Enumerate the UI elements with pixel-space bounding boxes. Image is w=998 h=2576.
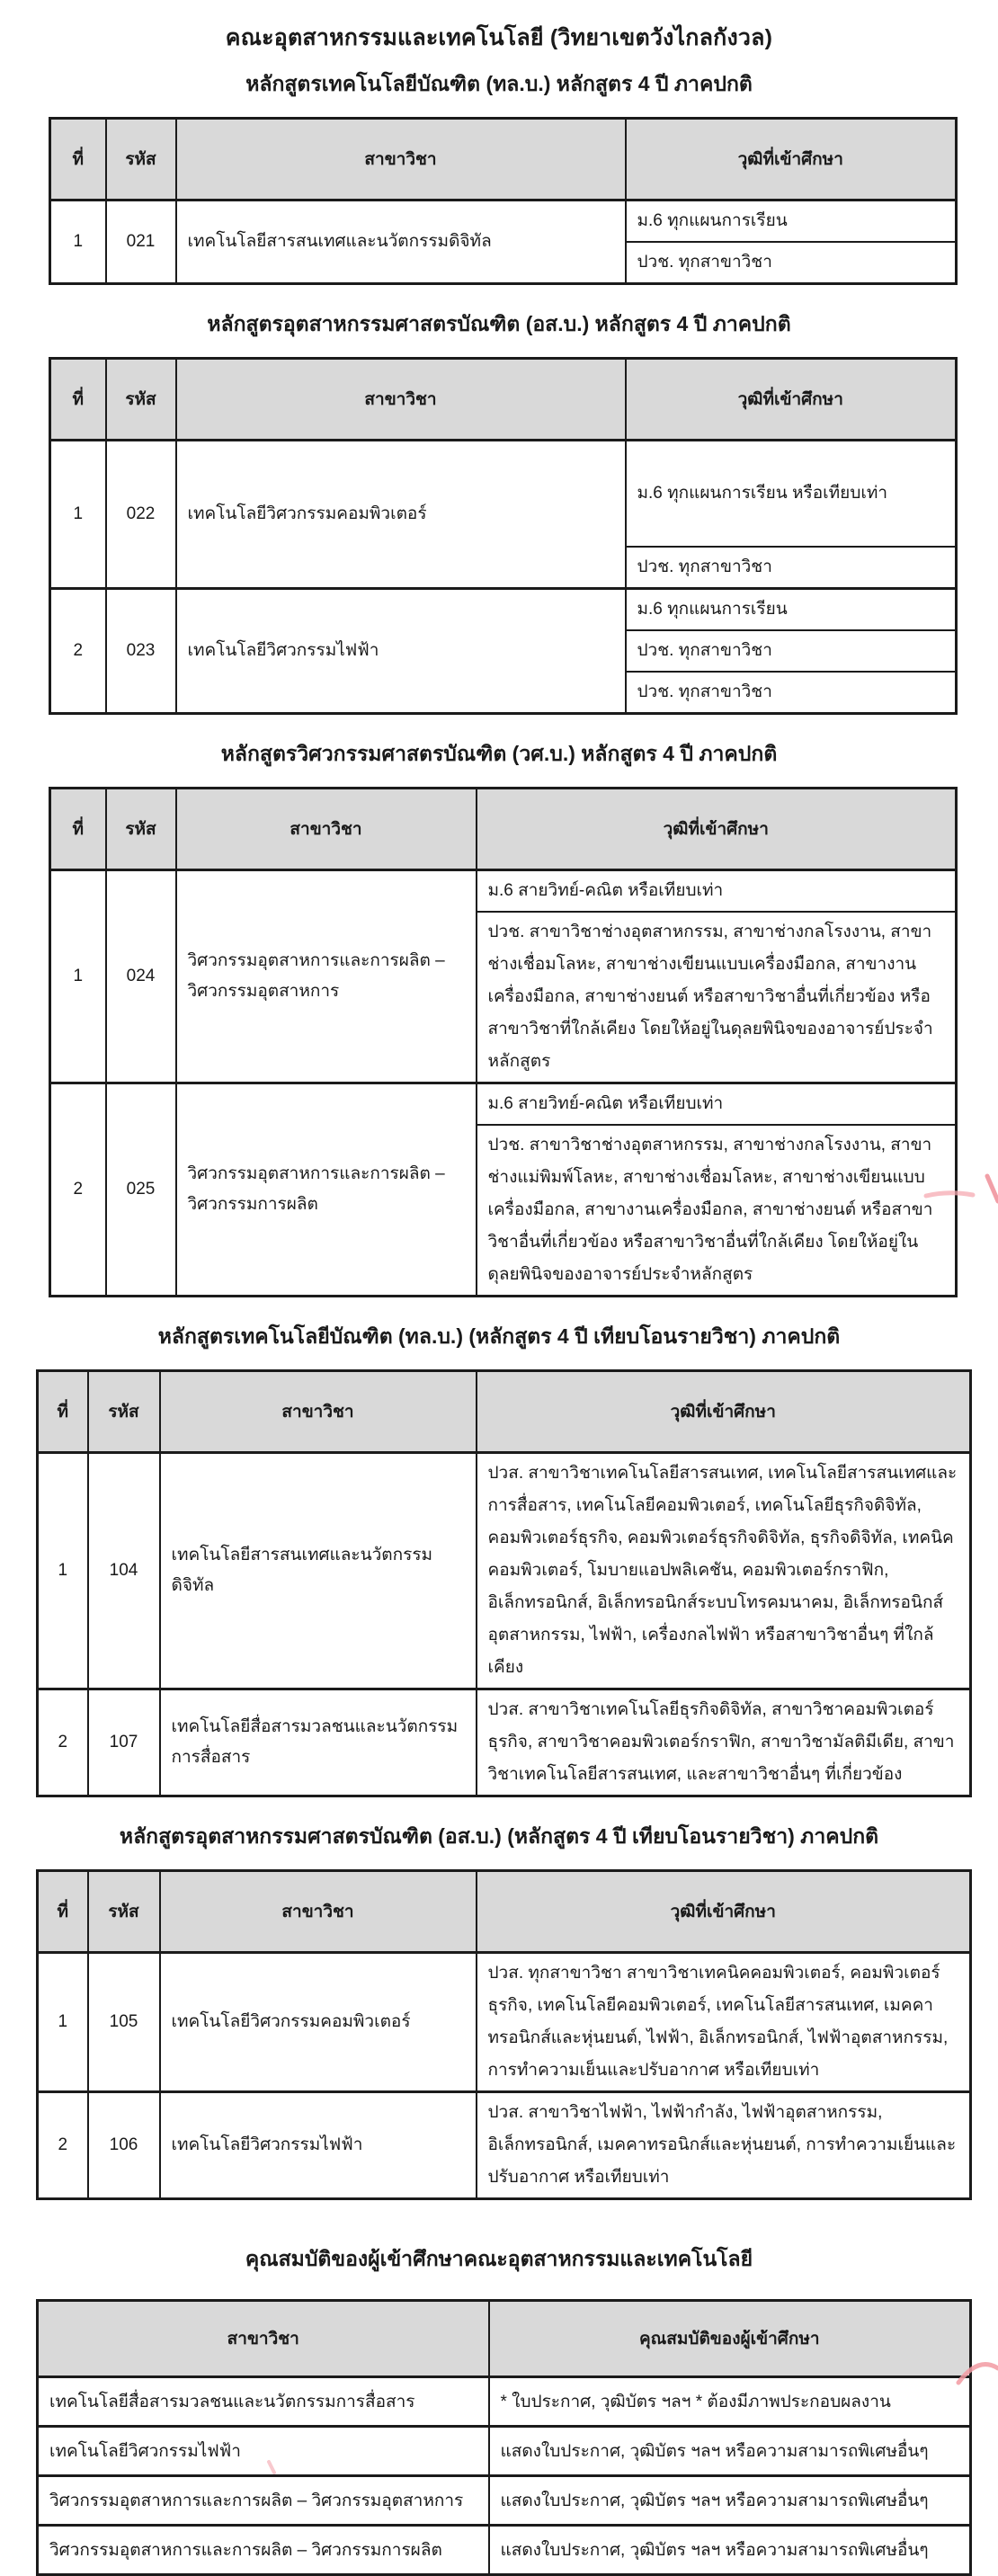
section-title-2: หลักสูตรอุตสาหกรรมศาสตรบัณฑิต (อส.บ.) หลักสูตร 4 ปี ภาคปกติ bbox=[207, 312, 791, 335]
col-qualification: วุฒิที่เข้าศึกษา bbox=[477, 1371, 971, 1453]
cell-applicant-quality: แสดงใบประกาศ, วุฒิบัตร ฯลฯ หรือความสามารถพิเศษอื่นๆ bbox=[489, 2427, 971, 2476]
table-row bbox=[38, 2526, 971, 2575]
col-code: รหัส bbox=[106, 119, 176, 201]
cell-major: วิศวกรรมอุตสาหการและการผลิต – วิศวกรรมอุตสาหการ bbox=[38, 2476, 489, 2526]
cell-qualification: ม.6 ทุกแผนการเรียน bbox=[626, 589, 957, 631]
col-code: รหัส bbox=[88, 1871, 160, 1953]
cell-qualification: ปวช. สาขาวิชาช่างอุตสาหกรรม, สาขาช่างกลโรงงาน, สาขาช่างแม่พิมพ์โลหะ, สาขาช่างเชื่อมโลหะ, สาขาช่างเขียนแบบเครื่องมือกล, สาขางานเครื่องมือกล, สาขาช่างยนต์ หรือสาขาวิชาอื่นที่เกี่ยวข้อง หรือสาขาวิชาอื่นที่ใกล้เคียง โดยให้อยู่ในดุลยพินิจของอาจารย์ประจำหลักสูตร bbox=[477, 1125, 957, 1297]
admission-table-2 bbox=[49, 357, 958, 715]
cell-major: เทคโนโลยีวิศวกรรมคอมพิวเตอร์ bbox=[160, 1953, 477, 2092]
table-row bbox=[38, 2427, 971, 2476]
section-title-6: คุณสมบัติของผู้เข้าศึกษาคณะอุตสาหกรรมและเทคโนโลยี bbox=[245, 2247, 753, 2270]
cell-major: เทคโนโลยีสารสนเทศและนวัตกรรมดิจิทัล bbox=[160, 1453, 477, 1689]
table-header-row bbox=[38, 2301, 971, 2377]
table-row bbox=[50, 870, 957, 913]
section-title-5: หลักสูตรอุตสาหกรรมศาสตรบัณฑิต (อส.บ.) (หลักสูตร 4 ปี เทียบโอนรายวิชา) ภาคปกติ bbox=[119, 1824, 879, 1848]
applicant-qualities-table bbox=[36, 2299, 972, 2576]
cell-qualification: ปวช. ทุกสาขาวิชา bbox=[626, 630, 957, 672]
col-major: สาขาวิชา bbox=[160, 1871, 477, 1953]
section-title-1: หลักสูตรเทคโนโลยีบัณฑิต (ทล.บ.) หลักสูตร 4 ปี ภาคปกติ bbox=[245, 72, 753, 95]
cell-qualification: ม.6 ทุกแผนการเรียน bbox=[626, 201, 957, 243]
table-header-row bbox=[38, 1871, 971, 1953]
cell-major: เทคโนโลยีสื่อสารมวลชนและนวัตกรรมการสื่อสาร bbox=[160, 1689, 477, 1796]
cell-code: 105 bbox=[88, 1953, 160, 2092]
cell-major: เทคโนโลยีวิศวกรรมไฟฟ้า bbox=[176, 589, 626, 714]
col-code: รหัส bbox=[88, 1371, 160, 1453]
cell-qualification: ปวส. สาขาวิชาเทคโนโลยีธุรกิจดิจิทัล, สาขาวิชาคอมพิวเตอร์ธุรกิจ, สาขาวิชาคอมพิวเตอร์กราฟิก, สาขาวิชามัลติมีเดีย, สาขาวิชาเทคโนโลยีสารสนเทศ, และสาขาวิชาอื่นๆ ที่เกี่ยวข้อง bbox=[477, 1689, 971, 1796]
cell-major: วิศวกรรมอุตสาหการและการผลิต – วิศวกรรมอุตสาหการ bbox=[176, 870, 477, 1083]
table-row bbox=[50, 589, 957, 631]
cell-qualification: ม.6 ทุกแผนการเรียน หรือเทียบเท่า bbox=[626, 441, 957, 548]
admission-table-4 bbox=[36, 1369, 972, 1797]
table-row bbox=[38, 1689, 971, 1796]
table-row bbox=[38, 2092, 971, 2199]
col-code: รหัส bbox=[106, 789, 176, 870]
table-header-row bbox=[50, 789, 957, 870]
cell-qualification: ม.6 สายวิทย์-คณิต หรือเทียบเท่า bbox=[477, 1083, 957, 1126]
table-header-row bbox=[50, 119, 957, 201]
col-no: ที่ bbox=[38, 1871, 88, 1953]
table-header-row bbox=[38, 1371, 971, 1453]
cell-no: 1 bbox=[38, 1953, 88, 2092]
cell-code: 023 bbox=[106, 589, 176, 714]
cell-applicant-quality: แสดงใบประกาศ, วุฒิบัตร ฯลฯ หรือความสามารถพิเศษอื่นๆ bbox=[489, 2526, 971, 2575]
cell-applicant-quality: * ใบประกาศ, วุฒิบัตร ฯลฯ * ต้องมีภาพประกอบผลงาน bbox=[489, 2377, 971, 2427]
col-no: ที่ bbox=[50, 789, 106, 870]
cell-major: เทคโนโลยีวิศวกรรมไฟฟ้า bbox=[38, 2427, 489, 2476]
col-qualification: วุฒิที่เข้าศึกษา bbox=[477, 1871, 971, 1953]
cell-qualification: ปวช. ทุกสาขาวิชา bbox=[626, 547, 957, 589]
table-row bbox=[50, 1083, 957, 1126]
cell-major: วิศวกรรมอุตสาหการและการผลิต – วิศวกรรมการผลิต bbox=[176, 1083, 477, 1297]
col-applicant-quality: คุณสมบัติของผู้เข้าศึกษา bbox=[489, 2301, 971, 2377]
table-row bbox=[38, 1953, 971, 2092]
cell-major: เทคโนโลยีวิศวกรรมไฟฟ้า bbox=[160, 2092, 477, 2199]
cell-no: 1 bbox=[50, 201, 106, 284]
table-header-row bbox=[50, 359, 957, 441]
col-no: ที่ bbox=[50, 359, 106, 441]
table-row bbox=[38, 1453, 971, 1689]
cell-no: 1 bbox=[50, 441, 106, 589]
section-title-3: หลักสูตรวิศวกรรมศาสตรบัณฑิต (วศ.บ.) หลักสูตร 4 ปี ภาคปกติ bbox=[220, 742, 778, 765]
cell-qualification: ม.6 สายวิทย์-คณิต หรือเทียบเท่า bbox=[477, 870, 957, 913]
cell-no: 1 bbox=[50, 870, 106, 1083]
table-row bbox=[50, 201, 957, 243]
admission-table-3 bbox=[49, 787, 958, 1297]
cell-applicant-quality: แสดงใบประกาศ, วุฒิบัตร ฯลฯ หรือความสามารถพิเศษอื่นๆ bbox=[489, 2476, 971, 2526]
table-row bbox=[38, 2377, 971, 2427]
cell-no: 2 bbox=[38, 1689, 88, 1796]
cell-qualification: ปวส. ทุกสาขาวิชา สาขาวิชาเทคนิคคอมพิวเตอร์, คอมพิวเตอร์ธุรกิจ, เทคโนโลยีคอมพิวเตอร์, เทคโนโลยีสารสนเทศ, เมคคาทรอนิกส์และหุ่นยนต์, ไฟฟ้า, อิเล็กทรอนิกส์, ไฟฟ้าอุตสาหกรรม, การทำความเย็นและปรับอากาศ หรือเทียบเท่า bbox=[477, 1953, 971, 2092]
cell-qualification: ปวส. สาขาวิชาเทคโนโลยีสารสนเทศ, เทคโนโลยีสารสนเทศและการสื่อสาร, เทคโนโลยีคอมพิวเตอร์, เทคโนโลยีธุรกิจดิจิทัล, คอมพิวเตอร์ธุรกิจ, คอมพิวเตอร์ธุรกิจดิจิทัล, ธุรกิจดิจิทัล, เทคนิคคอมพิวเตอร์, โมบายแอปพลิเคชัน, คอมพิวเตอร์กราฟิก, อิเล็กทรอนิกส์, อิเล็กทรอนิกส์ระบบโทรคมนาคม, อิเล็กทรอนิกส์อุตสาหกรรม, ไฟฟ้า, เครื่องกลไฟฟ้า หรือสาขาวิชาอื่นๆ ที่ใกล้เคียง bbox=[477, 1453, 971, 1689]
cell-major: เทคโนโลยีสารสนเทศและนวัตกรรมดิจิทัล bbox=[176, 201, 626, 284]
col-qualification: วุฒิที่เข้าศึกษา bbox=[626, 359, 957, 441]
col-major: สาขาวิชา bbox=[38, 2301, 489, 2377]
col-major: สาขาวิชา bbox=[176, 789, 477, 870]
cell-qualification: ปวช. ทุกสาขาวิชา bbox=[626, 242, 957, 284]
cell-code: 025 bbox=[106, 1083, 176, 1297]
cell-no: 2 bbox=[50, 1083, 106, 1297]
col-major: สาขาวิชา bbox=[176, 119, 626, 201]
col-qualification: วุฒิที่เข้าศึกษา bbox=[477, 789, 957, 870]
cell-code: 107 bbox=[88, 1689, 160, 1796]
cell-qualification: ปวส. สาขาวิชาไฟฟ้า, ไฟฟ้ากำลัง, ไฟฟ้าอุตสาหกรรม, อิเล็กทรอนิกส์, เมคคาทรอนิกส์และหุ่นยนต์, การทำความเย็นและปรับอากาศ หรือเทียบเท่า bbox=[477, 2092, 971, 2199]
cell-code: 104 bbox=[88, 1453, 160, 1689]
section-title-4: หลักสูตรเทคโนโลยีบัณฑิต (ทล.บ.) (หลักสูตร 4 ปี เทียบโอนรายวิชา) ภาคปกติ bbox=[157, 1324, 841, 1348]
col-no: ที่ bbox=[38, 1371, 88, 1453]
cell-code: 021 bbox=[106, 201, 176, 284]
col-no: ที่ bbox=[50, 119, 106, 201]
page-title: คณะอุตสาหกรรมและเทคโนโลยี (วิทยาเขตวังไกลกังวล) bbox=[225, 25, 773, 50]
admission-table-5 bbox=[36, 1869, 972, 2200]
cell-major: เทคโนโลยีวิศวกรรมคอมพิวเตอร์ bbox=[176, 441, 626, 589]
pen-mark-stroke bbox=[987, 1176, 998, 1201]
col-qualification: วุฒิที่เข้าศึกษา bbox=[626, 119, 957, 201]
col-major: สาขาวิชา bbox=[160, 1371, 477, 1453]
table-row bbox=[50, 441, 957, 548]
cell-major: เทคโนโลยีสื่อสารมวลชนและนวัตกรรมการสื่อสาร bbox=[38, 2377, 489, 2427]
cell-major: วิศวกรรมอุตสาหการและการผลิต – วิศวกรรมการผลิต bbox=[38, 2526, 489, 2575]
cell-qualification: ปวช. สาขาวิชาช่างอุตสาหกรรม, สาขาช่างกลโรงงาน, สาขาช่างเชื่อมโลหะ, สาขาช่างเขียนแบบเครื่องมือกล, สาขางานเครื่องมือกล, สาขาช่างยนต์ หรือสาขาวิชาอื่นที่เกี่ยวข้อง หรือสาขาวิชาที่ใกล้เคียง โดยให้อยู่ในดุลยพินิจของอาจารย์ประจำหลักสูตร bbox=[477, 912, 957, 1083]
cell-code: 106 bbox=[88, 2092, 160, 2199]
cell-no: 2 bbox=[50, 589, 106, 714]
cell-code: 024 bbox=[106, 870, 176, 1083]
admission-table-1 bbox=[49, 117, 958, 285]
col-major: สาขาวิชา bbox=[176, 359, 626, 441]
cell-qualification: ปวช. ทุกสาขาวิชา bbox=[626, 672, 957, 714]
table-row bbox=[38, 2476, 971, 2526]
cell-no: 1 bbox=[38, 1453, 88, 1689]
cell-code: 022 bbox=[106, 441, 176, 589]
col-code: รหัส bbox=[106, 359, 176, 441]
cell-no: 2 bbox=[38, 2092, 88, 2199]
